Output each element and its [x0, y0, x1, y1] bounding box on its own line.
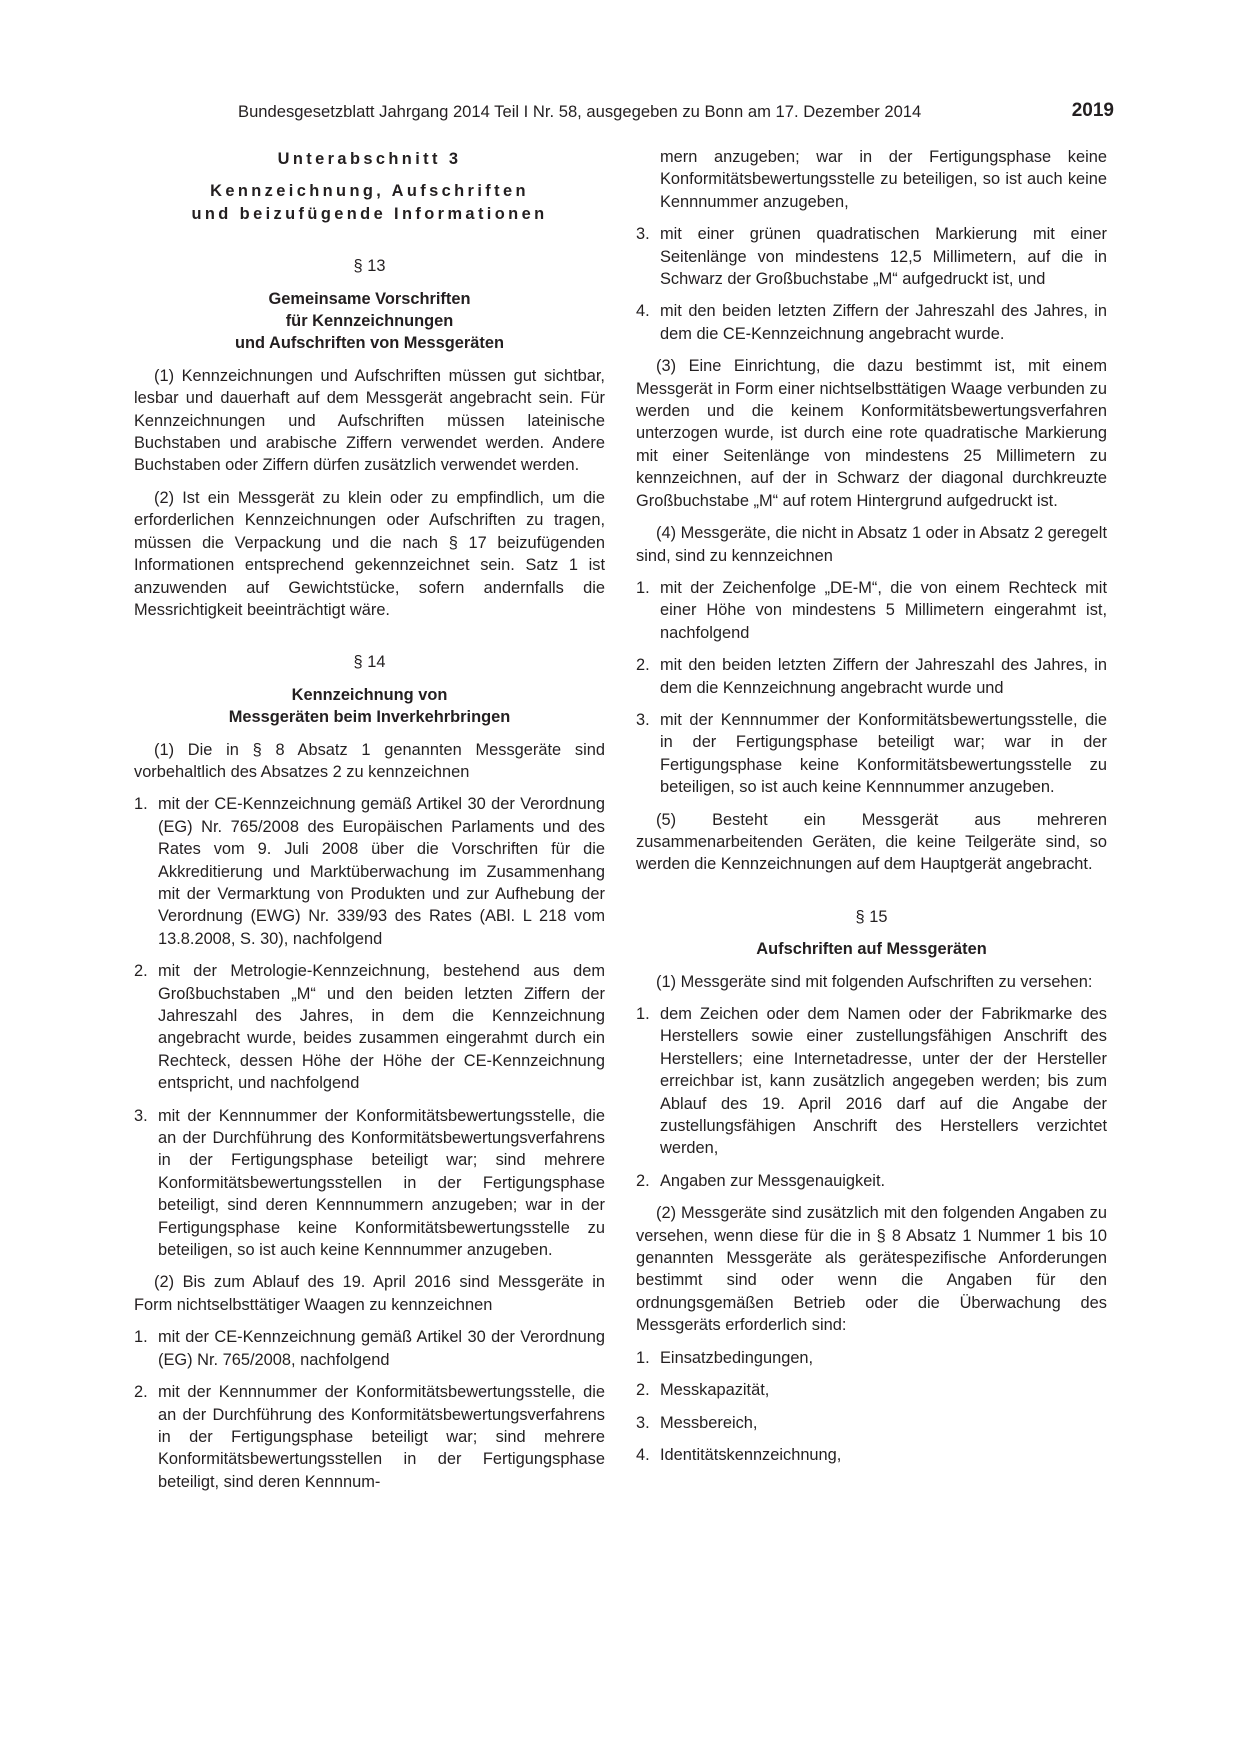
list-item-text: mit der Kennnummer der Konformitätsbewertungsstelle, die an der Durchführung des Konformitätsbewertungsverfahrens in der Fertigungsphase beteiligt war; sind mehrere Konformitätsbewertungsstellen in der Fertigungsphase beteiligt, sind deren Kennnum-	[158, 1383, 605, 1491]
list-item-number: 3.	[134, 1106, 148, 1125]
section-14-number: § 14	[353, 653, 386, 672]
right-column	[636, 146, 1107, 1476]
list-item	[134, 1326, 605, 1371]
left-column	[134, 148, 605, 1503]
list-item-number: 3.	[636, 225, 650, 244]
list-item-number: 2.	[636, 1171, 650, 1190]
list-item-text: dem Zeichen oder dem Namen oder der Fabrikmarke des Herstellers sowie einer zustellungsfähigen Anschrift des Herstellers; eine Internetadresse, unter der der Hersteller erreichbar ist, kann zusätzlich angegeben werden; bis zum Ablauf des 19. April 2016 darf auf die Angabe der zustellungsfähigen Anschrift des Herstellers verzichtet werden,	[660, 1005, 1107, 1158]
list-item	[134, 793, 605, 950]
list-item-number: 1.	[134, 1328, 148, 1347]
list-item-number: 2.	[636, 656, 650, 675]
section-15-paragraph-2: (2) Messgeräte sind zusätzlich mit den folgenden Angaben zu versehen, wenn diese für die in § 8 Absatz 1 Nummer 1 bis 10 genannten Messgeräte als gerätespezifische Anforderungen bestimmt sind oder wenn die Angaben für den ordnungsgemäßen Betrieb oder die Überwachung des Messgeräts erforderlich sind:	[636, 1204, 1107, 1335]
subsection-label: Unterabschnitt 3	[277, 150, 462, 168]
list-item-text: mit der CE-Kennzeichnung gemäß Artikel 30 der Verordnung (EG) Nr. 765/2008 des Europäischen Parlaments und des Rates vom 9. Juli 2008 über die Vorschriften für die Akkreditierung und Marktüberwachung im Zusammenhang mit der Vermarktung von Produkten und zur Aufhebung der Verordnung (EWG) Nr. 339/93 des Rates (ABl. L 218 vom 13.8.2008, S. 30), nachfolgend	[158, 795, 605, 948]
list-item-number: 2.	[134, 962, 148, 981]
section-14-paragraph-3: (3) Eine Einrichtung, die dazu bestimmt ist, mit einem Messgerät in Form einer nichtselbsttätigen Waage verbunden zu werden und die keinem Konformitätsbewertungsverfahren unterzogen wurde, ist durch eine rote quadratische Markierung mit einer Seitenlänge von mindestens 25 Millimetern zu kennzeichnen, auf der in Schwarz der diagonal durchkreuzte Großbuchstabe „M“ auf rotem Hintergrund aufgedruckt ist.	[636, 357, 1107, 510]
section-15-list-2	[636, 1347, 1107, 1467]
section-13-heading-line-2: für Kennzeichnungen	[285, 312, 454, 331]
section-13-heading-line-3: und Aufschriften von Messgeräten	[235, 334, 504, 353]
list-item-number: 1.	[636, 578, 650, 597]
list-item	[636, 1412, 1107, 1434]
list-item	[636, 654, 1107, 699]
list-item	[636, 300, 1107, 345]
list-item-continuation: mern anzugeben; war in der Fertigungsphase keine Konformitätsbewertungsstelle zu beteiligen, so ist auch keine Kennnummer anzugeben,	[660, 148, 1107, 211]
section-13-paragraph-2: (2) Ist ein Messgerät zu klein oder zu empfindlich, um die erforderlichen Kennzeichnungen oder Aufschriften zu tragen, müssen die Verpackung und die nach § 17 beizufügenden Informationen entsprechend gekennzeichnet sein. Satz 1 ist anzuwenden auf Gewichtstücke, sofern andernfalls die Messrichtigkeit beeinträchtigt wäre.	[134, 488, 605, 619]
section-14-list-2	[134, 1326, 605, 1493]
list-item-number: 2.	[134, 1383, 148, 1402]
list-item-text: mit den beiden letzten Ziffern der Jahreszahl des Jahres, in dem die CE-Kennzeichnung angebracht wurde.	[660, 302, 1107, 343]
list-item-text: Messkapazität,	[660, 1381, 770, 1400]
list-item-text: Angaben zur Messgenauigkeit.	[660, 1171, 886, 1190]
list-item-text: mit einer grünen quadratischen Markierung mit einer Seitenlänge von mindestens 12,5 Millimetern, auf die in Schwarz der Großbuchstabe „M“ aufgedruckt ist, und	[660, 225, 1107, 289]
section-14-heading-line-1: Kennzeichnung von	[291, 685, 448, 704]
page-number: 2019	[1071, 100, 1114, 121]
section-15-number: § 15	[855, 907, 888, 926]
list-item-text: mit der CE-Kennzeichnung gemäß Artikel 30 der Verordnung (EG) Nr. 765/2008, nachfolgend	[158, 1328, 605, 1369]
section-14-list-1	[134, 793, 605, 1261]
section-14-paragraph-1: (1) Die in § 8 Absatz 1 genannten Messgeräte sind vorbehaltlich des Absatzes 2 zu kennzeichnen	[134, 740, 605, 781]
list-item-text: mit der Kennnummer der Konformitätsbewertungsstelle, die in der Fertigungsphase beteiligt war; war in der Fertigungsphase keine Konformitätsbewertungsstelle zu beteiligen, so ist auch keine Kennnummer anzugeben.	[660, 710, 1107, 797]
page-header	[238, 100, 1114, 126]
section-14-list-4	[636, 577, 1107, 799]
list-item	[134, 960, 605, 1094]
section-15-paragraph-1: (1) Messgeräte sind mit folgenden Aufschriften zu versehen:	[656, 972, 1093, 991]
list-item-number: 4.	[636, 1445, 650, 1464]
section-14-paragraph-4: (4) Messgeräte, die nicht in Absatz 1 oder in Absatz 2 geregelt sind, sind zu kennzeichnen	[636, 524, 1107, 565]
list-item	[134, 1105, 605, 1262]
section-14-list-2-continued	[636, 223, 1107, 345]
list-item-text: mit der Kennnummer der Konformitätsbewertungsstelle, die an der Durchführung des Konformitätsbewertungsverfahrens in der Fertigungsphase beteiligt war; sind mehrere Konformitätsbewertungsstellen in der Fertigungsphase beteiligt, sind deren Kennnummern anzugeben; war in der Fertigungsphase keine Konformitätsbewertungsstelle zu beteiligen, so ist auch keine Kennnummer anzugeben.	[158, 1106, 605, 1260]
section-14-paragraph-5: (5) Besteht ein Messgerät aus mehreren zusammenarbeitenden Geräten, die keine Teilgeräte sind, so werden die Kennzeichnungen auf dem Hauptgerät angebracht.	[636, 810, 1107, 874]
running-title: Bundesgesetzblatt Jahrgang 2014 Teil I Nr. 58, ausgegeben zu Bonn am 17. Dezember 2014	[238, 102, 922, 121]
list-item-number: 1.	[636, 1005, 650, 1023]
list-item-text: Messbereich,	[660, 1413, 758, 1432]
list-item	[636, 1379, 1107, 1401]
subsection-title-line-1: Kennzeichnung, Aufschriften	[210, 182, 529, 201]
list-item-text: Identitätskennzeichnung,	[660, 1445, 842, 1464]
list-item-text: mit der Zeichenfolge „DE-M“, die von einem Rechteck mit einer Höhe von mindestens 5 Millimetern eingerahmt ist, nachfolgend	[660, 578, 1107, 642]
list-item-text: mit den beiden letzten Ziffern der Jahreszahl des Jahres, in dem die Kennzeichnung angebracht wurde und	[660, 656, 1107, 697]
section-15-list-1	[636, 1003, 1107, 1192]
list-item-text: mit der Metrologie-Kennzeichnung, bestehend aus dem Großbuchstaben „M“ und den beiden letzten Ziffern der Jahreszahl des Jahres, in dem die Kennzeichnung angebracht wurde, beides zusammen eingerahmt durch ein Rechteck, dessen Höhe der Höhe der CE-Kennzeichnung entspricht, und nachfolgend	[158, 962, 605, 1093]
list-item-number: 1.	[636, 1348, 650, 1367]
list-item	[636, 709, 1107, 799]
list-item	[134, 1381, 605, 1493]
section-14-paragraph-2: (2) Bis zum Ablauf des 19. April 2016 sind Messgeräte in Form nichtselbsttätiger Waagen zu kennzeichnen	[134, 1273, 605, 1314]
list-item-text: Einsatzbedingungen,	[660, 1348, 814, 1367]
list-item	[636, 1003, 1107, 1160]
list-item-number: 3.	[636, 710, 650, 729]
list-item	[636, 1444, 1107, 1466]
subsection-title-line-2: und beizufügende Informationen	[191, 204, 548, 223]
section-13-heading-line-1: Gemeinsame Vorschriften	[268, 289, 471, 308]
list-item-number: 3.	[636, 1413, 650, 1432]
list-item	[636, 223, 1107, 290]
list-item-number: 2.	[636, 1381, 650, 1400]
section-13-number: § 13	[353, 257, 386, 276]
list-item	[636, 1170, 1107, 1192]
section-14-heading-line-2: Messgeräten beim Inverkehrbringen	[228, 708, 511, 727]
list-item	[636, 1347, 1107, 1369]
list-item	[636, 577, 1107, 644]
section-15-heading: Aufschriften auf Messgeräten	[756, 940, 987, 959]
section-13-paragraph-1: (1) Kennzeichnungen und Aufschriften müssen gut sichtbar, lesbar und dauerhaft auf dem Messgerät angebracht sein. Für Kennzeichnungen und Aufschriften müssen lateinische Buchstaben und arabische Ziffern verwendet werden. Andere Buchstaben oder Ziffern dürfen zusätzlich verwendet werden.	[134, 366, 605, 475]
list-item-number: 4.	[636, 302, 650, 321]
list-item-number: 1.	[134, 795, 148, 814]
